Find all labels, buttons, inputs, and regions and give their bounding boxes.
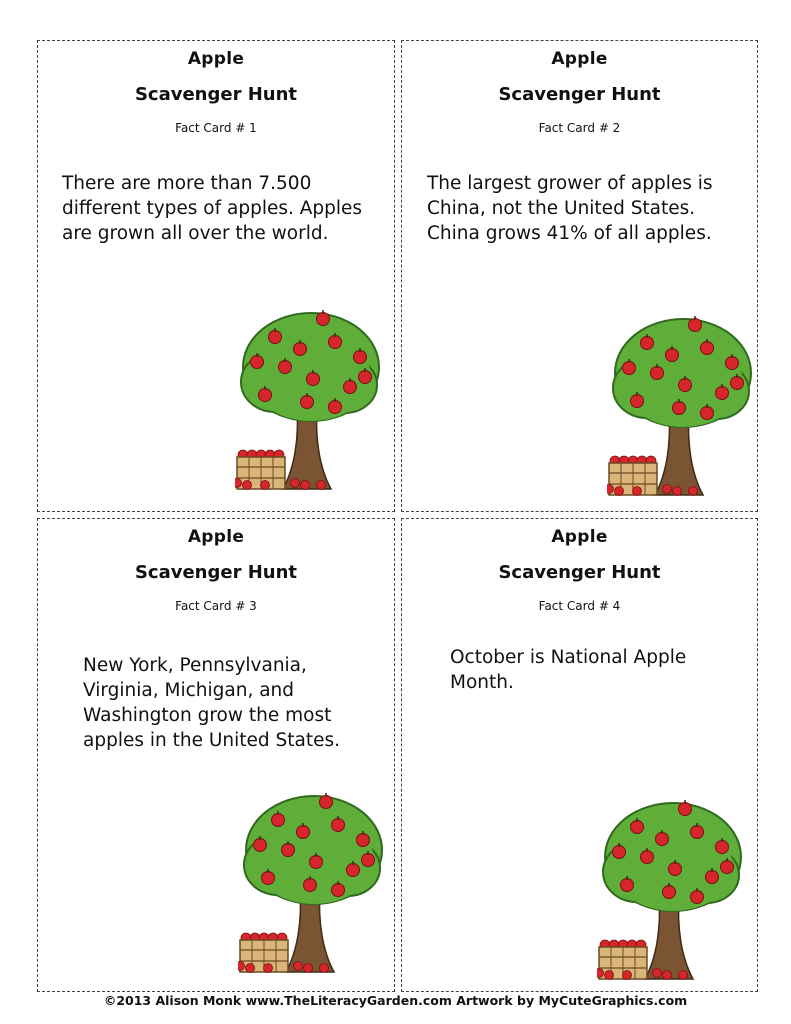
card-title: Apple: [187, 527, 245, 547]
copyright-footer: ©2013 Alison Monk www.TheLiteracyGarden.com Artwork by MyCuteGraphics.com: [103, 993, 688, 1008]
fact-card-1: [37, 40, 395, 512]
card-subtitle: Scavenger Hunt: [134, 562, 298, 583]
apple-tree-icon: [235, 307, 380, 497]
apple-tree-icon: [597, 797, 742, 987]
card-number-label: Fact Card # 1: [175, 121, 257, 135]
fact-text: New York, Pennsylvania, Virginia, Michigan, and Washington grow the most apples in the United States.: [83, 655, 341, 751]
card-number-label: Fact Card # 4: [538, 599, 621, 613]
fact-text: There are more than 7.500 different types of apples. Apples are grown all over the world.: [62, 173, 363, 244]
card-subtitle: Scavenger Hunt: [134, 84, 298, 105]
card-subtitle: Scavenger Hunt: [498, 84, 661, 105]
fact-text: October is National Apple Month.: [450, 647, 687, 693]
apple-tree-icon: [238, 790, 383, 980]
card-number-label: Fact Card # 2: [538, 121, 621, 135]
apple-tree-icon: [607, 313, 752, 503]
fact-text: The largest grower of apples is China, not the United States. China grows 41% of all apples.: [427, 173, 713, 244]
card-title: Apple: [187, 49, 245, 69]
card-title: Apple: [551, 49, 608, 69]
fact-card-2: [401, 40, 758, 512]
fact-card-3: [37, 518, 395, 992]
card-title: Apple: [551, 527, 608, 547]
fact-card-4: [401, 518, 758, 992]
card-number-label: Fact Card # 3: [175, 599, 257, 613]
card-subtitle: Scavenger Hunt: [498, 562, 661, 583]
